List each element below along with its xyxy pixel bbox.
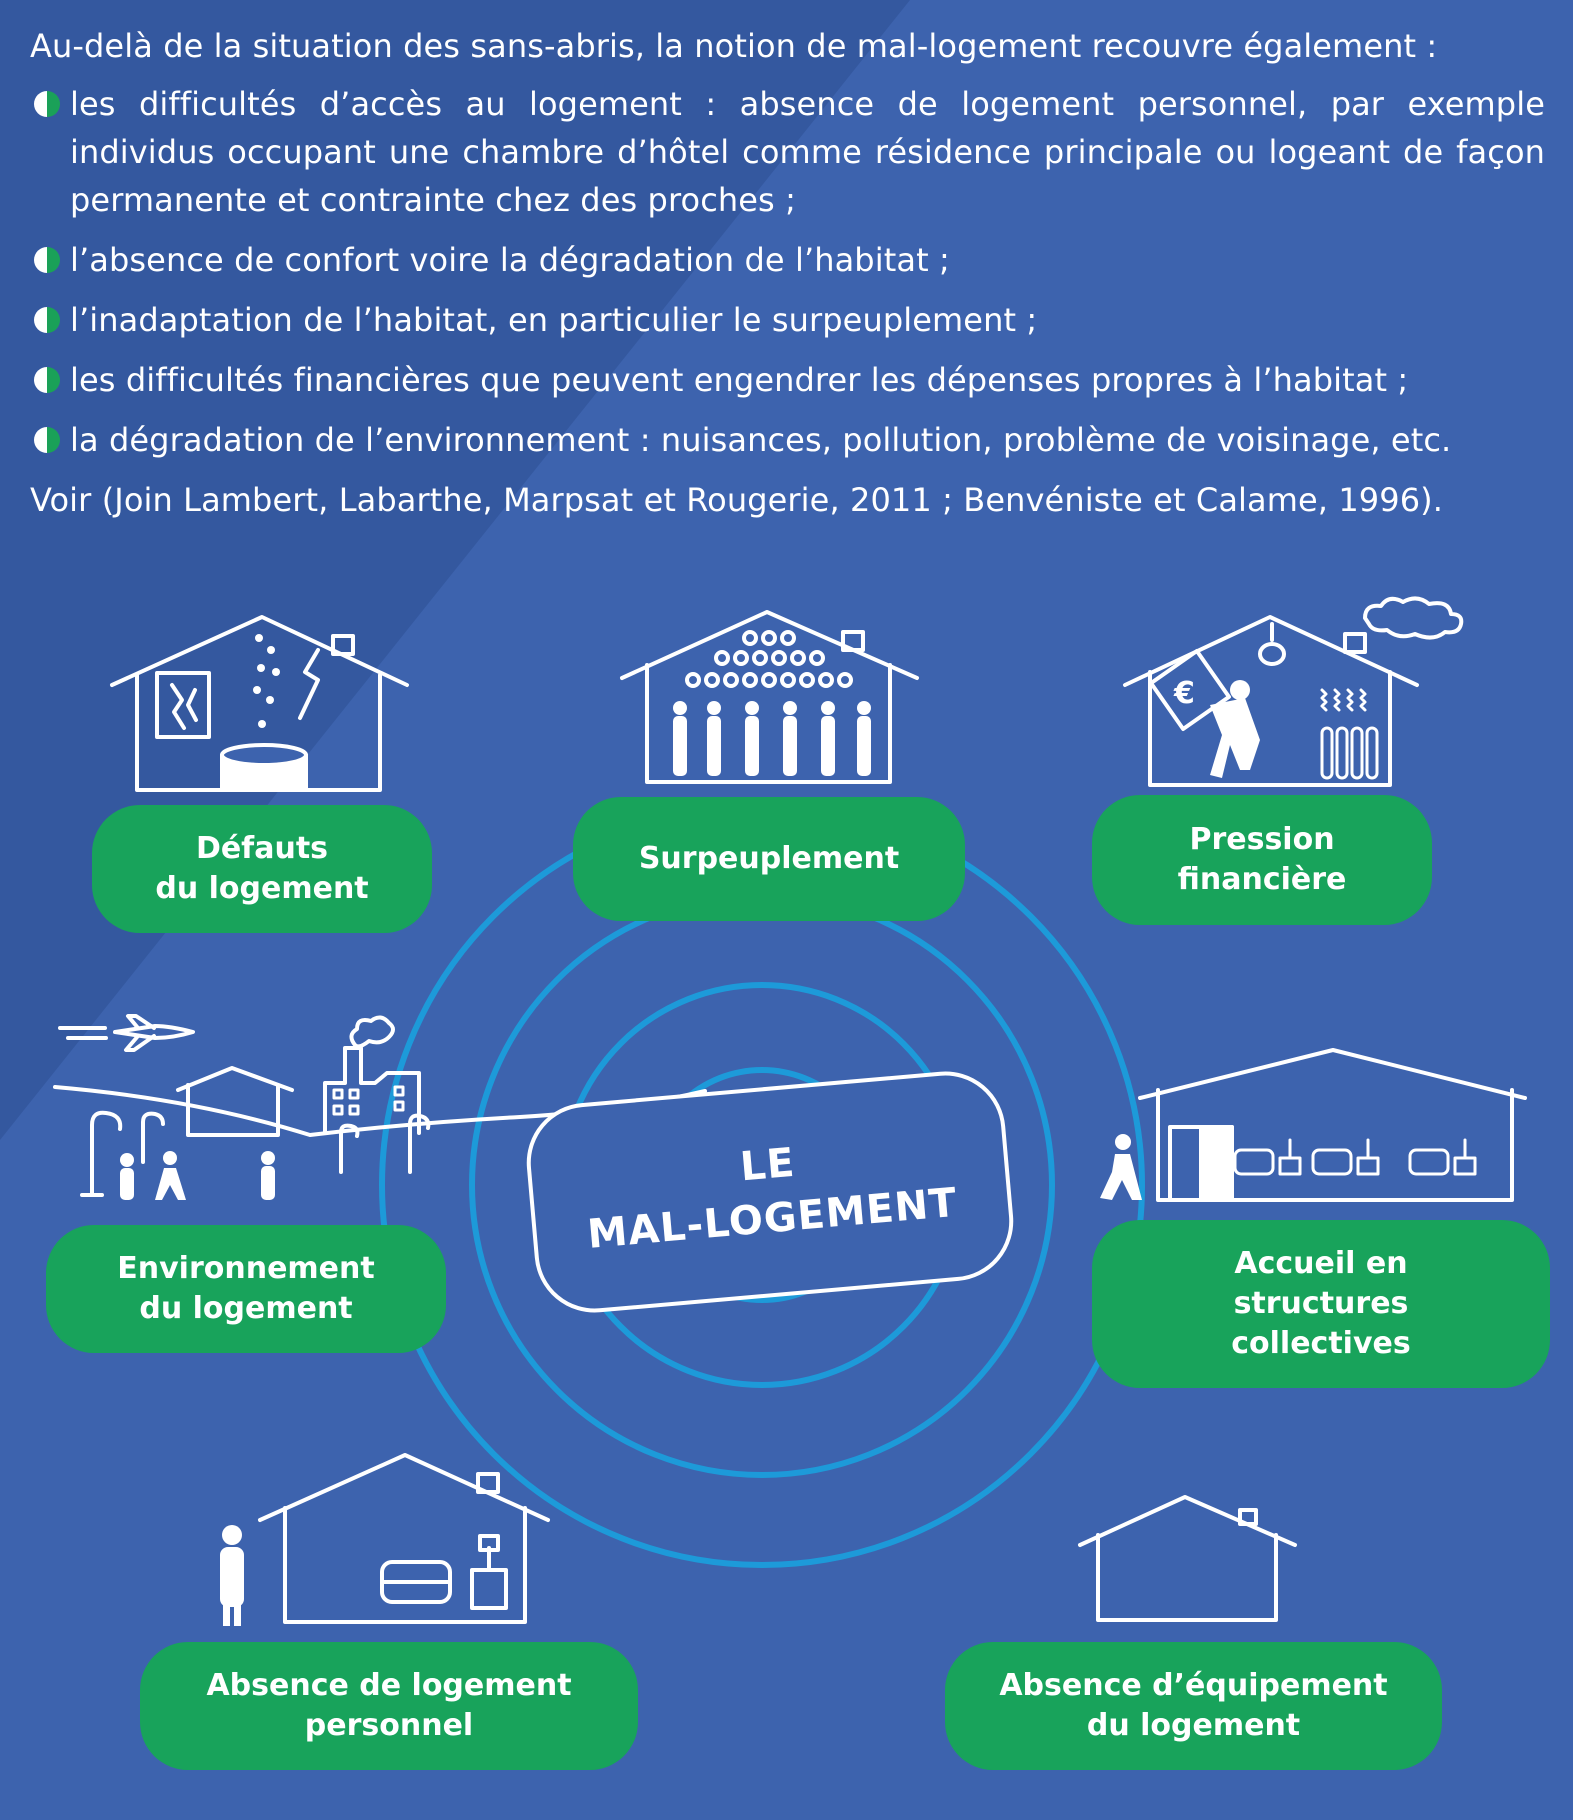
- category-absence-logement-personnel: Absence de logement personnel: [140, 1642, 638, 1770]
- financial-burden-house-icon: [1125, 598, 1461, 785]
- intro-lead: Au-delà de la situation des sans-abris, la notion de mal-logement recouvre également :: [30, 27, 1438, 65]
- bullet-item: l’absence de confort voire la dégradation de l’habitat ;: [30, 236, 1545, 284]
- collective-shelter-icon: [1100, 1050, 1525, 1200]
- category-accueil-structures-collectives: Accueil en structures collectives: [1092, 1220, 1550, 1388]
- category-pression-financiere: Pression financière: [1092, 795, 1432, 925]
- category-surpeuplement: Surpeuplement: [573, 797, 965, 921]
- bullet-item: l’inadaptation de l’habitat, en particulier le surpeuplement ;: [30, 296, 1545, 344]
- crowded-house-icon: [622, 612, 917, 782]
- leaking-house-icon: [112, 617, 407, 790]
- category-defauts-du-logement: Défauts du logement: [92, 805, 432, 933]
- bullet-item: la dégradation de l’environnement : nuisances, pollution, problème de voisinage, etc.: [30, 416, 1545, 464]
- category-environnement-du-logement: Environnement du logement: [46, 1225, 446, 1353]
- reference-text: Voir (Join Lambert, Labarthe, Marpsat et Rougerie, 2011 ; Benvéniste et Calame, 1996).: [30, 481, 1444, 519]
- category-absence-equipement: Absence d’équipement du logement: [945, 1642, 1442, 1770]
- bullet-item: les difficultés d’accès au logement : absence de logement personnel, par exemple individus occupant une chambre d’hôtel comme résidence principale ou logeant de façon permanente et contrainte chez des proches ;: [30, 80, 1545, 224]
- empty-house-icon: [1080, 1497, 1295, 1620]
- center-label: LE MAL-LOGEMENT: [522, 1066, 1018, 1317]
- bullet-item: les difficultés financières que peuvent engendrer les dépenses propres à l’habitat ;: [30, 356, 1545, 404]
- svg-text:€: €: [1174, 676, 1195, 711]
- house-with-person-outside-icon: [220, 1455, 548, 1626]
